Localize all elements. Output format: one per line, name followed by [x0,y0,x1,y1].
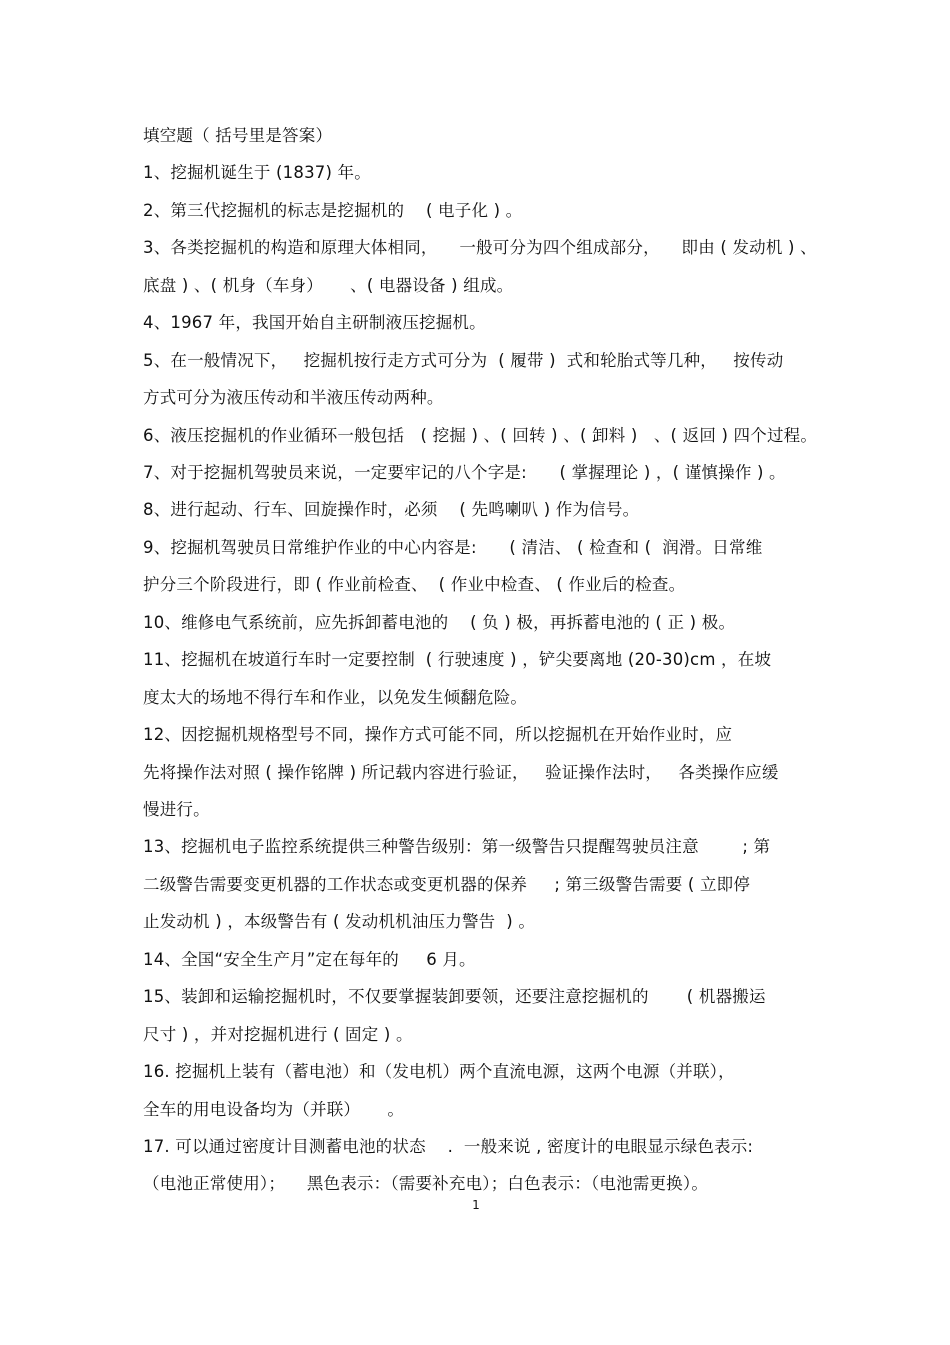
question-15-line-1: 15、装卸和运输挖掘机时，不仅要掌握装卸要领，还要注意挖掘机的 ( 机器搬运 [143,987,766,1006]
question-13-line-3: 止发动机 ) ，本级警告有 ( 发动机机油压力警告 ) 。 [143,912,536,931]
question-15-line-2: 尺寸 ) ，并对挖掘机进行 ( 固定 ) 。 [143,1025,413,1044]
section-heading: 填空题（ 括号里是答案） [143,126,333,145]
question-12-line-3: 慢进行。 [143,800,210,819]
question-8: 8、进行起动、行车、回旋操作时，必须 ( 先鸣喇叭 ) 作为信号。 [143,500,640,519]
question-13-line-2: 二级警告需要变更机器的工作状态或变更机器的保养 ; 第三级警告需要 ( 立即停 [143,875,751,894]
question-16-line-1: 16. 挖掘机上装有（蓄电池）和（发电机）两个直流电源，这两个电源（并联）， [143,1062,735,1081]
question-7: 7、对于挖掘机驾驶员来说，一定要牢记的八个字是: ( 掌握理论 ) ，( 谨慎操作 ) 。 [143,463,786,482]
question-12-line-2: 先将操作法对照 ( 操作铭牌 ) 所记载内容进行验证， 验证操作法时， 各类操作应缓 [143,763,779,782]
question-11-line-1: 11、挖掘机在坡道行车时一定要控制 ( 行驶速度 ) ，铲尖要离地 (20-30)cm ，在坡 [143,650,772,669]
question-17-line-2: （电池正常使用）； 黑色表示：（需要补充电）；白色表示：（电池需更换）。 [143,1174,709,1193]
question-14: 14、全国“安全生产月”定在每年的 6 月。 [143,950,476,969]
question-5-line-2: 方式可分为液压传动和半液压传动两种。 [143,388,444,407]
question-9-line-2: 护分三个阶段进行，即 ( 作业前检查、 ( 作业中检查、 ( 作业后的检查。 [143,575,686,594]
page-number: 1 [472,1198,480,1212]
question-4: 4、1967 年，我国开始自主研制液压挖掘机。 [143,313,486,332]
question-3-line-2: 底盘 ) 、( 机身（车身） 、( 电器设备 ) 组成。 [143,276,514,295]
question-2: 2、第三代挖掘机的标志是挖掘机的 ( 电子化 ) 。 [143,201,523,220]
question-10: 10、维修电气系统前，应先拆卸蓄电池的 ( 负 ) 极，再拆蓄电池的 ( 正 ) 极。 [143,613,736,632]
question-12-line-1: 12、因挖掘机规格型号不同，操作方式可能不同，所以挖掘机在开始作业时，应 [143,725,733,744]
question-9-line-1: 9、挖掘机驾驶员日常维护作业的中心内容是: ( 清洁、 ( 检查和 ( 润滑。日常维 [143,538,763,557]
question-1: 1、挖掘机诞生于 (1837) 年。 [143,163,371,182]
question-17-line-1: 17. 可以通过密度计目测蓄电池的状态 . 一般来说 , 密度计的电眼显示绿色表示: [143,1137,754,1156]
question-6: 6、液压挖掘机的作业循环一般包括 ( 挖掘 ) 、( 回转 ) 、( 卸料 ) 、( 返回 ) 四个过程。 [143,426,818,445]
question-13-line-1: 13、挖掘机电子监控系统提供三种警告级别：第一级警告只提醒驾驶员注意 ; 第 [143,837,771,856]
question-16-line-2: 全车的用电设备均为（并联） 。 [143,1100,405,1119]
question-11-line-2: 度太大的场地不得行车和作业，以免发生倾翻危险。 [143,688,528,707]
question-5-line-1: 5、在一般情况下， 挖掘机按行走方式可分为 ( 履带 ) 式和轮胎式等几种， 按传动 [143,351,784,370]
question-3-line-1: 3、各类挖掘机的构造和原理大体相同， 一般可分为四个组成部分， 即由 ( 发动机 ) 、 [143,238,817,257]
